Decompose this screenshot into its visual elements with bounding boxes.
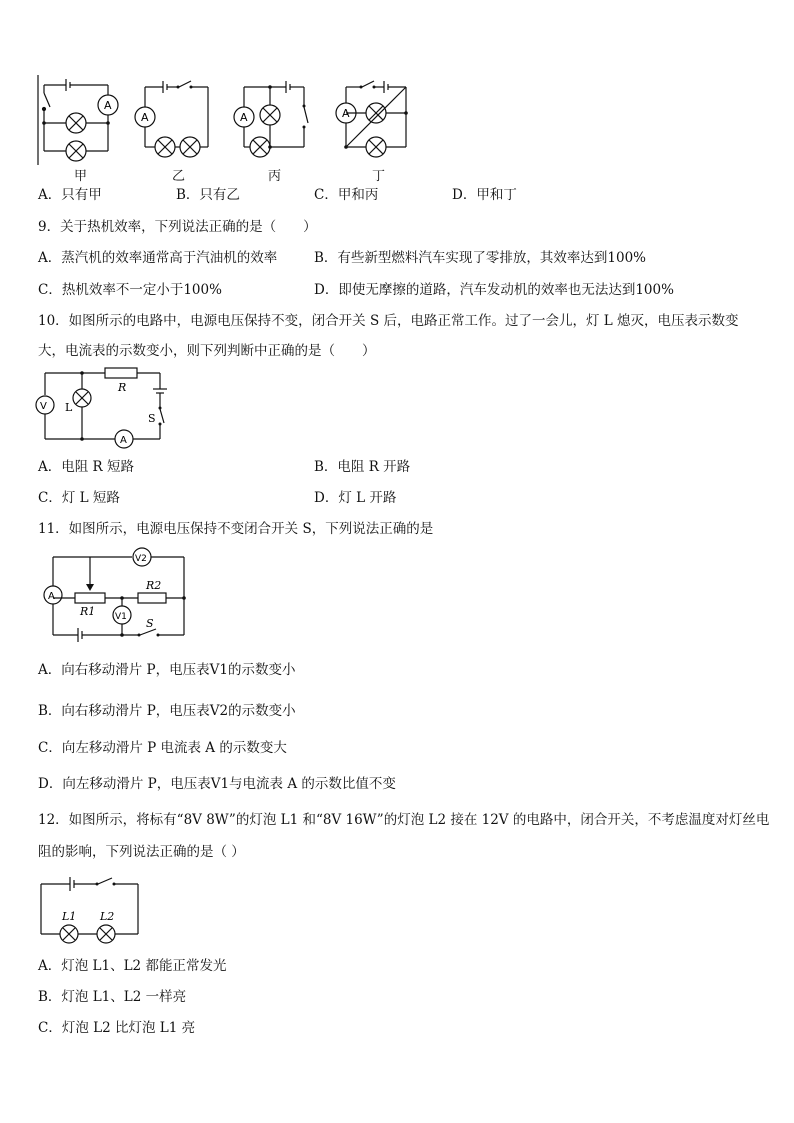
- q10-ammeter-label: A: [120, 435, 127, 446]
- svg-text:A: A: [141, 111, 149, 124]
- q11-ammeter-label: A: [48, 591, 55, 602]
- q11-circuit-diagram: [40, 545, 190, 645]
- q10-resistor-label: R: [118, 381, 127, 394]
- q12-l1-label: L1: [62, 910, 77, 923]
- q11-option-b[interactable]: B．向右移动滑片 P，电压表V2的示数变小: [38, 703, 296, 719]
- q11-option-a[interactable]: A．向右移动滑片 P，电压表V1的示数变小: [38, 662, 296, 678]
- q12-stem-line1: 12．如图所示，将标有“8V 8W”的灯泡 L1 和“8V 16W”的灯泡 L2 接在 12V 的电路中，闭合开关，不考虑温度对灯丝电: [38, 812, 770, 828]
- q8-option-b[interactable]: B．只有乙: [176, 187, 240, 203]
- q10-switch-label: S: [148, 412, 156, 425]
- q10-option-a[interactable]: A．电阻 R 短路: [38, 459, 134, 475]
- q9-option-c[interactable]: C．热机效率不一定小于100%: [38, 282, 222, 298]
- q8-label-ding: 丁: [372, 169, 386, 184]
- q10-stem-line2: 大，电流表的示数变小，则下列判断中正确的是（ ）: [38, 343, 376, 359]
- q12-circuit-diagram: [38, 872, 148, 944]
- q12-option-c[interactable]: C．灯泡 L2 比灯泡 L1 亮: [38, 1020, 196, 1036]
- q8-circuit-jia: [30, 75, 130, 165]
- q11-stem: 11．如图所示，电源电压保持不变闭合开关 S，下列说法正确的是: [38, 521, 434, 537]
- q11-v1-label: V1: [115, 612, 127, 622]
- q12-l2-label: L2: [100, 910, 115, 923]
- q11-option-c[interactable]: C．向左移动滑片 P 电流表 A 的示数变大: [38, 740, 287, 756]
- q11-switch-label: S: [146, 617, 154, 630]
- q8-option-d[interactable]: D．甲和丁: [452, 187, 517, 203]
- q12-option-a[interactable]: A．灯泡 L1、L2 都能正常发光: [38, 958, 227, 974]
- q11-r1-label: R1: [80, 605, 96, 618]
- q12-stem-line2: 阻的影响，下列说法正确的是（ ）: [38, 844, 245, 860]
- q11-option-d[interactable]: D．向左移动滑片 P，电压表V1与电流表 A 的示数比值不变: [38, 776, 396, 792]
- q10-lamp-label: L: [65, 401, 73, 414]
- q8-circuit-yi: [133, 77, 213, 157]
- q8-option-c[interactable]: C．甲和丙: [314, 187, 379, 203]
- q10-option-b[interactable]: B．电阻 R 开路: [314, 459, 411, 475]
- q10-voltmeter-label: V: [40, 401, 47, 412]
- q11-v2-label: V2: [135, 554, 147, 564]
- svg-text:A: A: [240, 111, 248, 124]
- q8-circuit-bing: [232, 77, 312, 157]
- q8-circuit-ding: [334, 75, 414, 157]
- q10-circuit-diagram: [34, 365, 174, 447]
- q8-label-jia: 甲: [74, 169, 88, 184]
- q8-label-yi: 乙: [172, 169, 186, 184]
- q9-option-d[interactable]: D．即使无摩擦的道路，汽车发动机的效率也无法达到100%: [314, 282, 674, 298]
- q8-option-a[interactable]: A．只有甲: [38, 187, 102, 203]
- svg-text:A: A: [104, 99, 112, 112]
- q10-option-d[interactable]: D．灯 L 开路: [314, 490, 397, 506]
- q8-label-bing: 丙: [268, 169, 282, 184]
- q11-r2-label: R2: [146, 579, 162, 592]
- svg-text:A: A: [342, 107, 350, 120]
- q9-stem: 9．关于热机效率，下列说法正确的是（ ）: [38, 219, 317, 235]
- q10-option-c[interactable]: C．灯 L 短路: [38, 490, 120, 506]
- q9-option-a[interactable]: A．蒸汽机的效率通常高于汽油机的效率: [38, 250, 278, 266]
- q10-stem-line1: 10．如图所示的电路中，电源电压保持不变，闭合开关 S 后，电路正常工作。过了一会儿，灯 L 熄灭，电压表示数变: [38, 313, 739, 329]
- q12-option-b[interactable]: B．灯泡 L1、L2 一样亮: [38, 989, 187, 1005]
- q9-option-b[interactable]: B．有些新型燃料汽车实现了零排放，其效率达到100%: [314, 250, 647, 266]
